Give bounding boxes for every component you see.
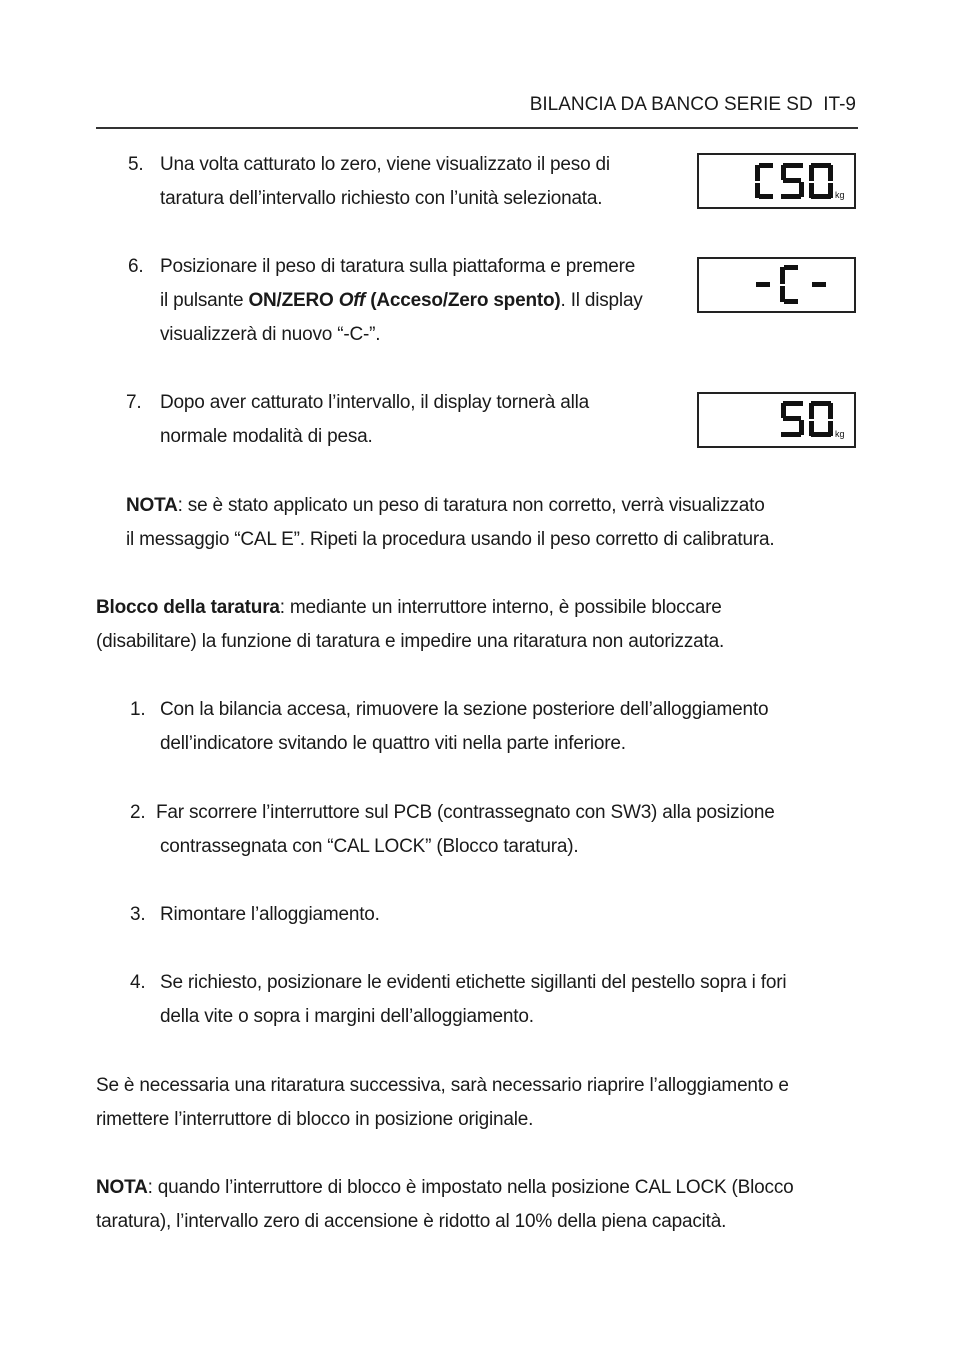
step-6-text: il pulsante [160,290,249,311]
step-6-number: 6. [128,256,144,277]
step-5-line2: taratura dell’intervallo richiesto con l’unità selezionata. [160,188,603,209]
page-header [530,94,856,116]
step-2-number: 2. [130,802,146,823]
step-1-line1: Con la bilancia accesa, rimuovere la sezione posteriore dell’alloggiamento [160,699,769,720]
page-number: IT-9 [823,94,856,115]
step-7-number: 7. [126,392,142,413]
nota-2-line2: taratura), l’intervallo zero di accensione è ridotto al 10% della piena capacità. [96,1211,727,1232]
nota-1-line1 [126,489,765,523]
lock-text: : mediante un interruttore interno, è possibile bloccare [279,597,722,618]
nota-1-text: : se è stato applicato un peso di taratura non corretto, verrà visualizzato [177,495,765,516]
step-1-line2: dell’indicatore svitando le quattro viti nella parte inferiore. [160,733,626,754]
reopen-line1: Se è necessaria una ritaratura successiva, sarà necessario riaprire l’alloggiamento e [96,1075,789,1096]
on-zero-key: ON/ZERO [248,290,339,311]
step-4-line2: della vite o sopra i margini dell’alloggiamento. [160,1006,534,1027]
step-1-number: 1. [130,699,146,720]
off-label: Off [338,290,366,311]
header-title: BILANCIA DA BANCO SERIE SD [529,94,813,115]
lcd-dash-c-dash-digits [699,259,854,311]
lcd-display-dash-c-dash [697,257,856,313]
nota-2-line1 [96,1171,794,1205]
step-4-line1: Se richiesto, posizionare le evidenti etichette sigillanti del pestello sopra i fori [160,972,787,993]
step-5-line1: Una volta catturato lo zero, viene visualizzato il peso di [160,154,610,175]
lcd-c50-unit: kg [835,190,845,200]
nota-2-label: NOTA [96,1177,148,1198]
step-3-line1: Rimontare l’alloggiamento. [160,904,380,925]
header-divider [96,127,858,129]
nota-2-text: : quando l’interruttore di blocco è impostato nella posizione CAL LOCK (Blocco [147,1177,794,1198]
step-6-text-end: . Il display [560,290,643,311]
step-2-line1: Far scorrere l’interruttore sul PCB (contrassegnato con SW3) alla posizione [156,802,775,823]
nota-1-label: NOTA [126,495,178,516]
step-6-line1: Posizionare il peso di taratura sulla piattaforma e premere [160,256,636,277]
lock-label: Blocco della taratura [96,597,280,618]
on-zero-description: (Acceso/Zero spento) [365,290,561,311]
lcd-display-50 [697,392,856,448]
step-5-number: 5. [128,154,144,175]
lock-line2: (disabilitare) la funzione di taratura e impedire una ritaratura non autorizzata. [96,631,725,652]
step-7-line1: Dopo aver catturato l’intervallo, il display tornerà alla [160,392,589,413]
lcd-50-digits [699,394,854,446]
lcd-50-unit: kg [835,429,845,439]
lock-line1 [96,591,722,625]
step-4-number: 4. [130,972,146,993]
reopen-line2: rimettere l’interruttore di blocco in posizione originale. [96,1109,534,1130]
step-7-line2: normale modalità di pesa. [160,426,373,447]
lcd-display-c50 [697,153,856,209]
lcd-c50-digits [699,155,854,207]
step-6-line2 [160,284,643,318]
step-6-line3: visualizzerà di nuovo “-C-”. [160,324,381,345]
step-2-line2: contrassegnata con “CAL LOCK” (Blocco taratura). [160,836,579,857]
step-3-number: 3. [130,904,146,925]
nota-1-line2: il messaggio “CAL E”. Ripeti la procedura usando il peso corretto di calibratura. [126,529,775,550]
